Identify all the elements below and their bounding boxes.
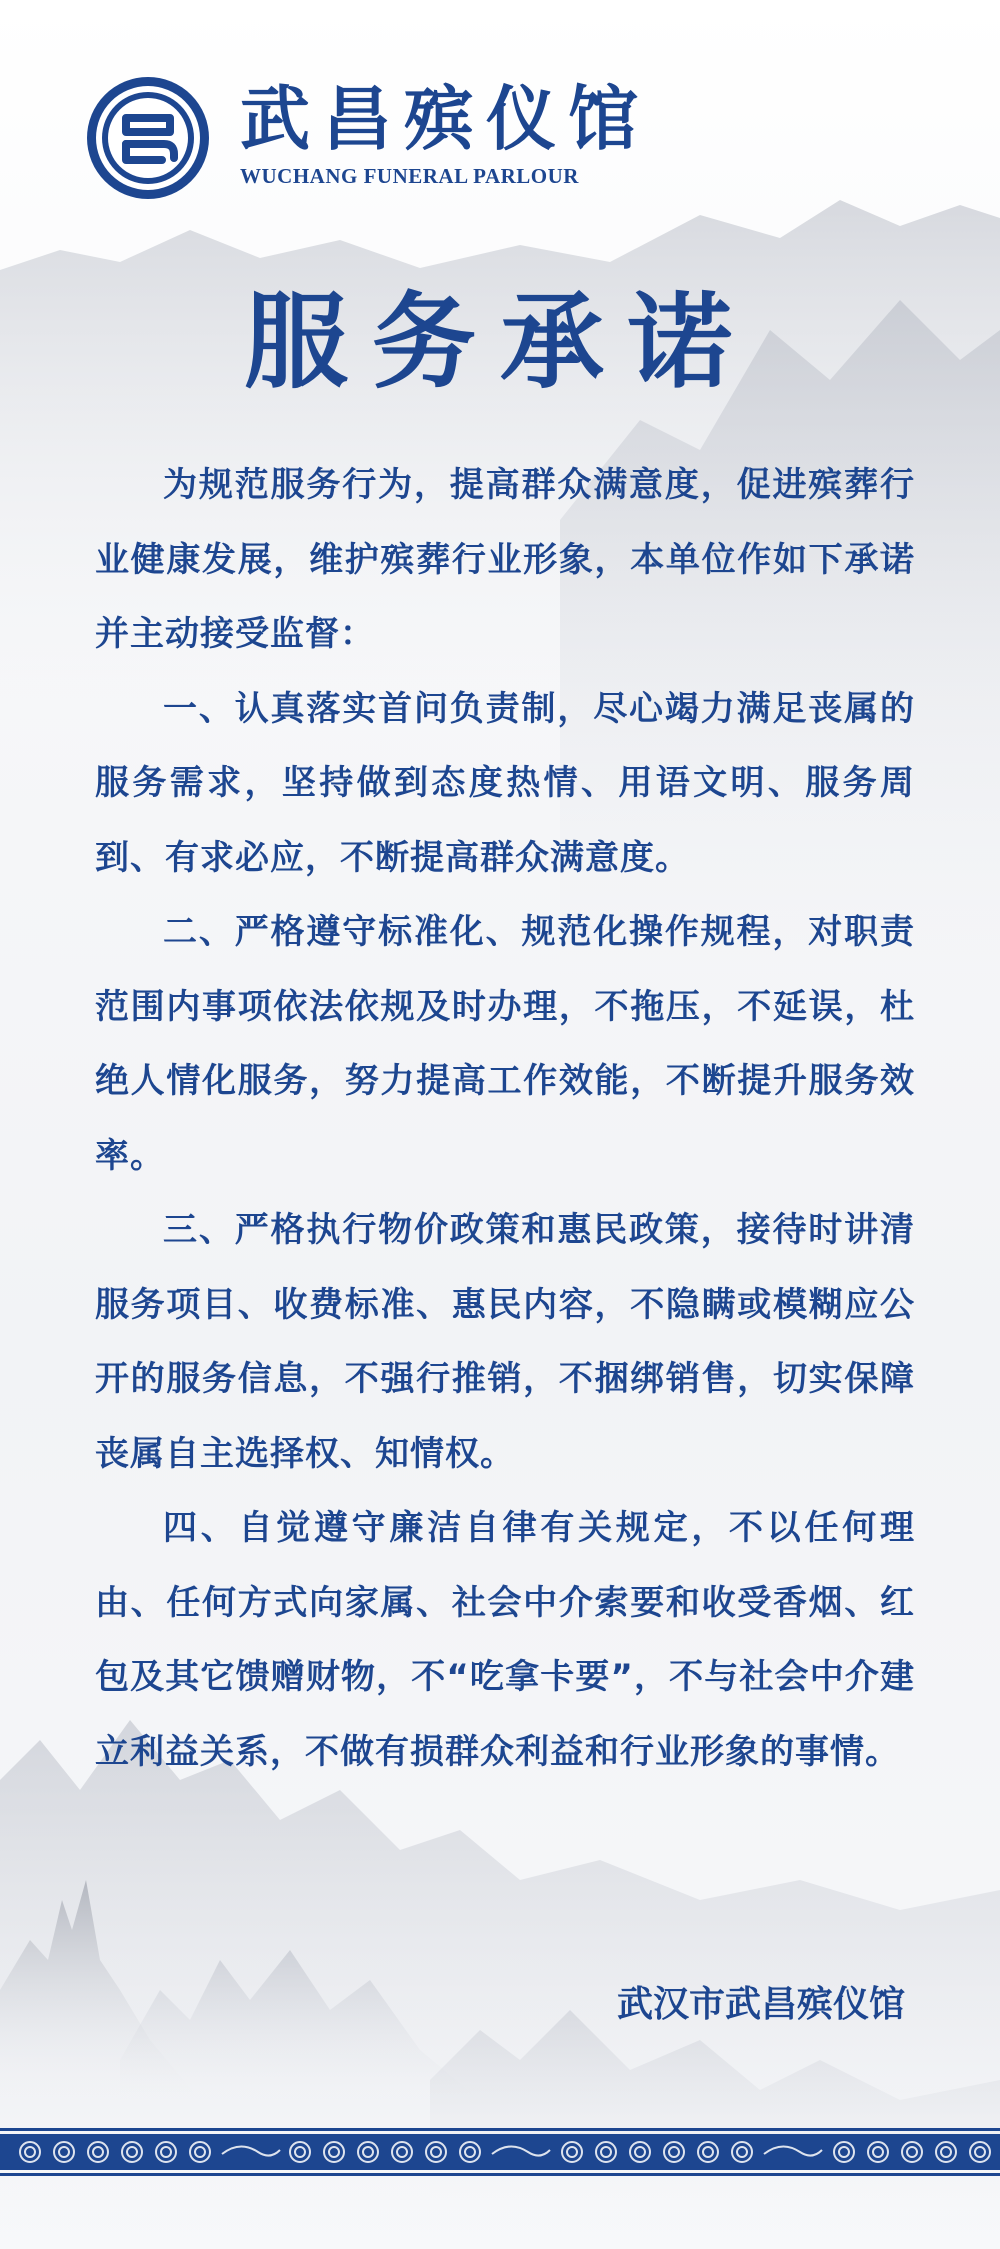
commitment-item-3: 三、严格执行物价政策和惠民政策，接待时讲清服务项目、收费标准、惠民内容，不隐瞒或模糊应公开的服务信息，不强行推销，不捆绑销售，切实保障丧属自主选择权、知情权。 [95, 1210, 915, 1474]
commitment-item-2: 二、严格遵守标准化、规范化操作规程，对职责范围内事项依法依规及时办理，不拖压，不延误，杜绝人情化服务，努力提高工作效能，不断提升服务效率。 [95, 912, 915, 1176]
commitment-body [95, 448, 915, 1789]
logo-name-chinese: 武昌殡仪馆 [240, 77, 650, 160]
page-title: 服务承诺 [243, 280, 756, 403]
commitment-item-1: 一、认真落实首问负责制，尽心竭力满足丧属的服务需求，坚持做到态度热情、用语文明、服务周到、有求必应，不断提高群众满意度。 [95, 688, 915, 878]
logo-name-english: WUCHANG FUNERAL PARLOUR [240, 164, 579, 188]
decorative-border-band [0, 2134, 1000, 2170]
border-line-top [0, 2128, 1000, 2131]
organization-signature: 武汉市武昌殡仪馆 [616, 1984, 905, 2025]
logo-emblem-icon [84, 74, 212, 202]
border-line-bottom [0, 2173, 1000, 2176]
intro-paragraph: 为规范服务行为，提高群众满意度，促进殡葬行业健康发展，维护殡葬行业形象，本单位作如下承诺并主动接受监督： [95, 465, 915, 654]
commitment-item-4: 四、自觉遵守廉洁自律有关规定，不以任何理由、任何方式向家属、社会中介索要和收受香烟、红包及其它馈赠财物，不“吃拿卡要”，不与社会中介建立利益关系，不做有损群众利益和行业形象的事情。 [95, 1508, 915, 1772]
cloud-pattern-icon [0, 2134, 1000, 2170]
